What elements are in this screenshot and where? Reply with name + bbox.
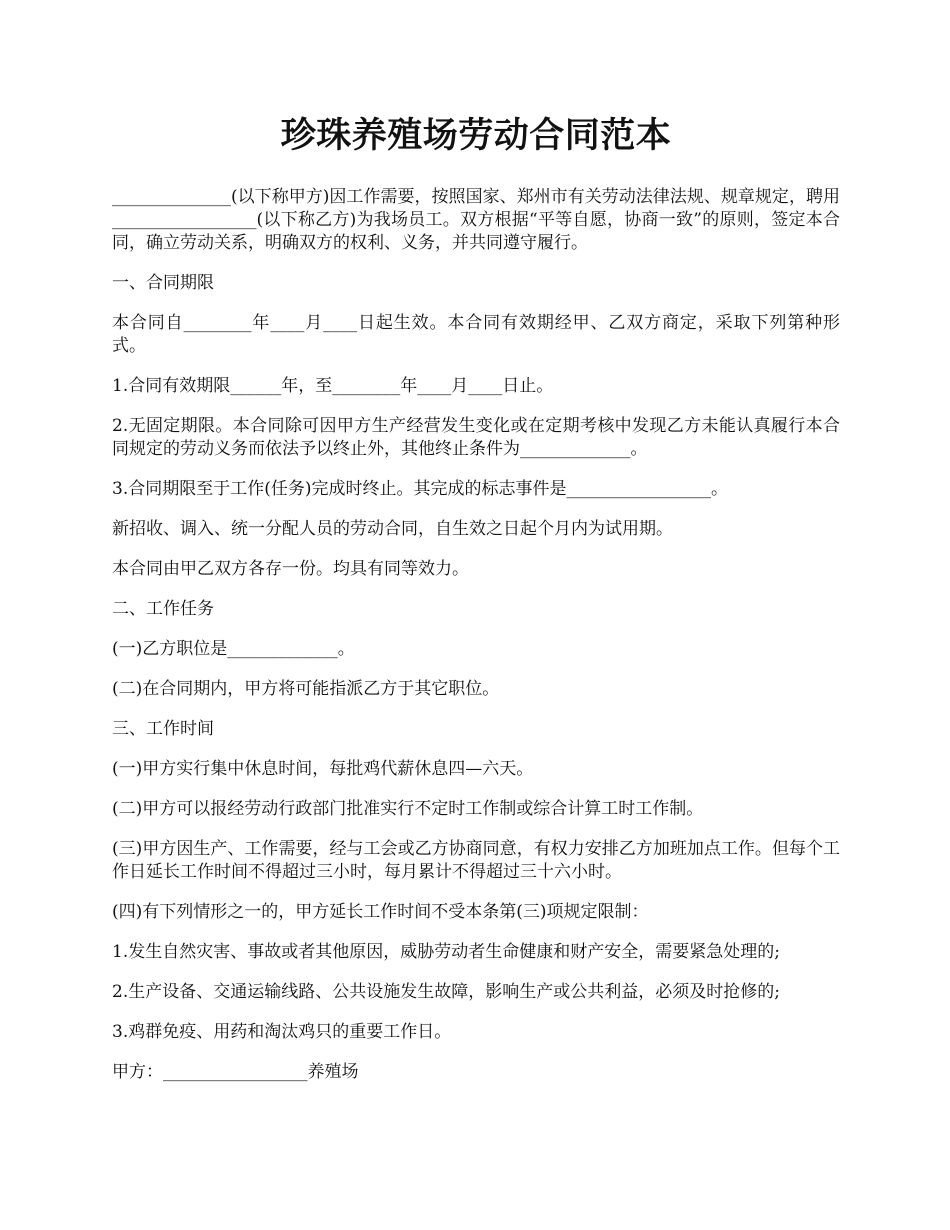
no-fixed-term-item: 2.无固定期限。本合同除可因甲方生产经营发生变化或在定期考核中发现乙方未能认真履行本合同规定的劳动义务而依法予以终止外，其他终止条件为_____________。	[112, 416, 840, 459]
document-content	[112, 112, 840, 1100]
section-heading-work-task: 二、工作任务	[112, 599, 214, 619]
probation-paragraph: 新招收、调入、统一分配人员的劳动合同，自生效之日起个月内为试用期。	[112, 519, 673, 539]
fixed-term-item: 1.合同有效期限______年，至________年____月____日止。	[112, 376, 554, 396]
exception-workday-item: 3.鸡群免疫、用药和淘汰鸡只的重要工作日。	[112, 1022, 452, 1042]
section-heading-contract-term: 一、合同期限	[112, 273, 214, 293]
intro-paragraph: ______________(以下称甲方)因工作需要，按照国家、郑州市有关劳动法律法规、规章规定，聘用_________________(以下称乙方)为我场员工。双方根据“平等自愿，协商一致”的原则，签定本合同，确立劳动关系，明确双方的权利、义务，并共同遵守履行。	[112, 187, 840, 253]
contract-effective-paragraph: 本合同自________年____月____日起生效。本合同有效期经甲、乙双方商定，采取下列第种形式。	[112, 313, 840, 356]
overtime-item: (三)甲方因生产、工作需要，经与工会或乙方协商同意，有权力安排乙方加班加点工作。但每个工作日延长工作时间不得超过三小时，每月累计不得超过三十六小时。	[112, 839, 840, 882]
copies-paragraph: 本合同由甲乙双方各存一份。均具有同等效力。	[112, 559, 469, 579]
exception-facility-item: 2.生产设备、交通运输线路、公共设施发生故障，影响生产或公共利益，必须及时抢修的;	[112, 982, 780, 1002]
working-hours-system-item: (二)甲方可以报经劳动行政部门批准实行不定时工作制或综合计算工时工作制。	[112, 799, 704, 819]
reassignment-item: (二)在合同期内，甲方将可能指派乙方于其它职位。	[112, 679, 500, 699]
overtime-exceptions-item: (四)有下列情形之一的，甲方延长工作时间不受本条第(三)项规定限制：	[112, 902, 649, 922]
task-term-item: 3.合同期限至于工作(任务)完成时终止。其完成的标志事件是_________________。	[112, 479, 728, 499]
exception-disaster-item: 1.发生自然灾害、事故或者其他原因，威胁劳动者生命健康和财产安全，需要紧急处理的;	[112, 942, 780, 962]
party-a-signature-line: 甲方：_________________养殖场	[112, 1062, 359, 1082]
section-heading-work-time: 三、工作时间	[112, 719, 214, 739]
rest-period-item: (一)甲方实行集中休息时间，每批鸡代薪休息四—六天。	[112, 759, 534, 779]
position-item: (一)乙方职位是_____________。	[112, 639, 355, 659]
document-title: 珍珠养殖场劳动合同范本	[280, 115, 672, 156]
